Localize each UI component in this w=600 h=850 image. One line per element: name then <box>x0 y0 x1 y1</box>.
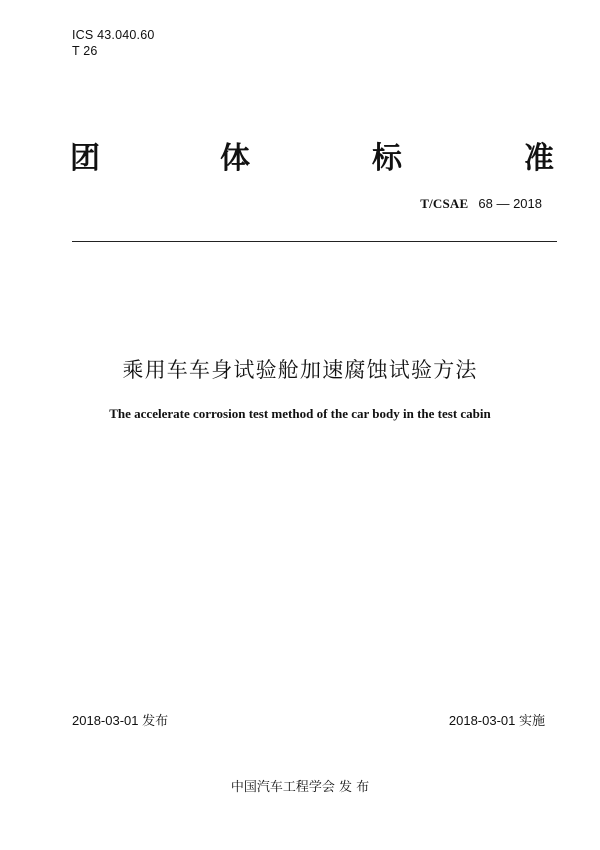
standard-type-char-3: 标 <box>372 141 402 176</box>
classification-code: T 26 <box>72 44 98 58</box>
standard-org-code: T/CSAE <box>420 196 469 211</box>
title-english: The accelerate corrosion test method of the car body in the test cabin <box>109 406 491 421</box>
publisher: 中国汽车工程学会 发 布 <box>230 780 370 795</box>
publish-date: 2018-03-01 发布 <box>72 713 169 728</box>
implement-date: 2018-03-01 实施 <box>448 713 545 728</box>
standard-type-char-1: 团 <box>70 141 100 176</box>
standard-type-char-4: 准 <box>524 141 554 176</box>
ics-code: ICS 43.040.60 <box>72 28 155 42</box>
standard-type-char-2: 体 <box>220 141 250 176</box>
standard-number <box>420 196 542 212</box>
header-divider <box>72 241 557 242</box>
standard-number-value: 68 — 2018 <box>478 196 542 211</box>
title-chinese: 乘用车车身试验舱加速腐蚀试验方法 <box>122 358 478 382</box>
